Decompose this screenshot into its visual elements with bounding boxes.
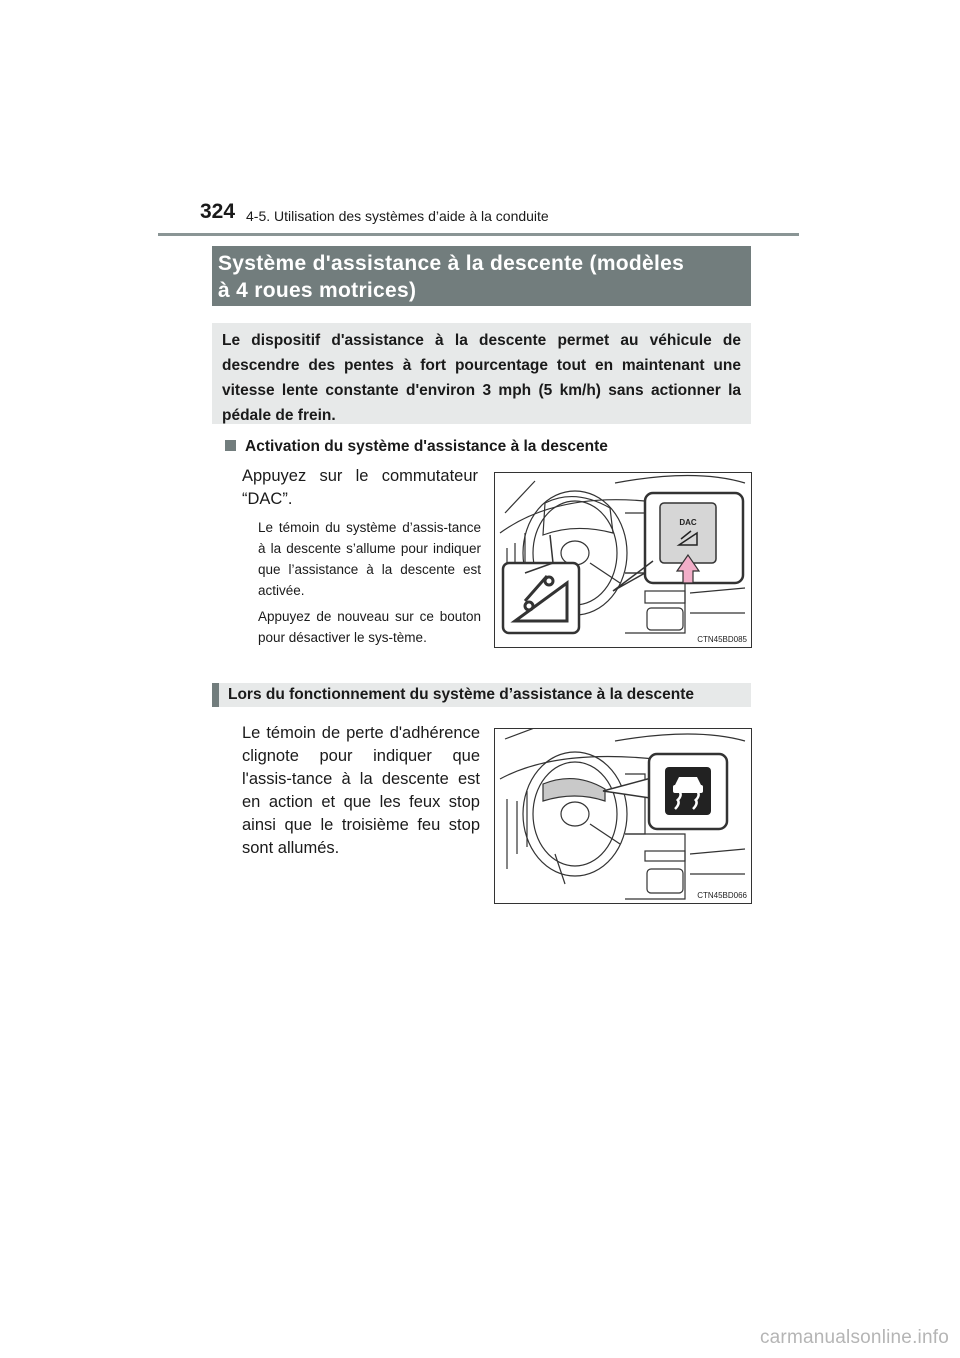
activation-note-2: Appuyez de nouveau sur ce bouton pour désactiver le sys-tème. [258,609,481,645]
running-title: 4-5. Utilisation des systèmes d’aide à la conduite [246,208,549,224]
header-rule [158,233,799,236]
activation-step: Appuyez sur le commutateur “DAC”. [242,467,478,508]
section-title-line2: à 4 roues motrices) [218,279,417,302]
section-title [212,246,751,306]
activation-heading [225,438,608,456]
figure-code-2: CTN45BD066 [697,891,747,900]
activation-note-1: Le témoin du système d’assis-tance à la descente s’allume pour indiquer que l’assistance à la descente est activée. [258,520,481,598]
page-number: 324 [200,200,236,223]
watermark: carmanualsonline.info [759,1327,949,1348]
intro-box: Le dispositif d'assistance à la descente permet au véhicule de descendre des pentes à fort pourcentage tout en maintenant une vitesse lente constante d'environ 3 mph (5 km/h) sans actionner la pédale de frein. [212,323,751,424]
activation-heading-text: Activation du système d'assistance à la descente [245,438,608,455]
operation-text: Le témoin de perte d'adhérence clignote pour indiquer que l'assis-tance à la descente est en action et que les feux stop ainsi que le troisième feu stop sont allumés. [242,724,480,857]
section-title-line1: Système d'assistance à la descente (modèles [218,252,685,275]
square-bullet-icon [225,440,236,451]
figure-slip-indicator [494,728,752,904]
figure-dac-switch [494,472,752,648]
operation-heading: Lors du fonctionnement du système d’assistance à la descente [212,683,751,707]
dashboard-illustration-2 [495,729,751,903]
dashboard-illustration [495,473,751,647]
figure-code-1: CTN45BD085 [697,635,747,644]
dac-button-label: DAC [679,518,697,527]
